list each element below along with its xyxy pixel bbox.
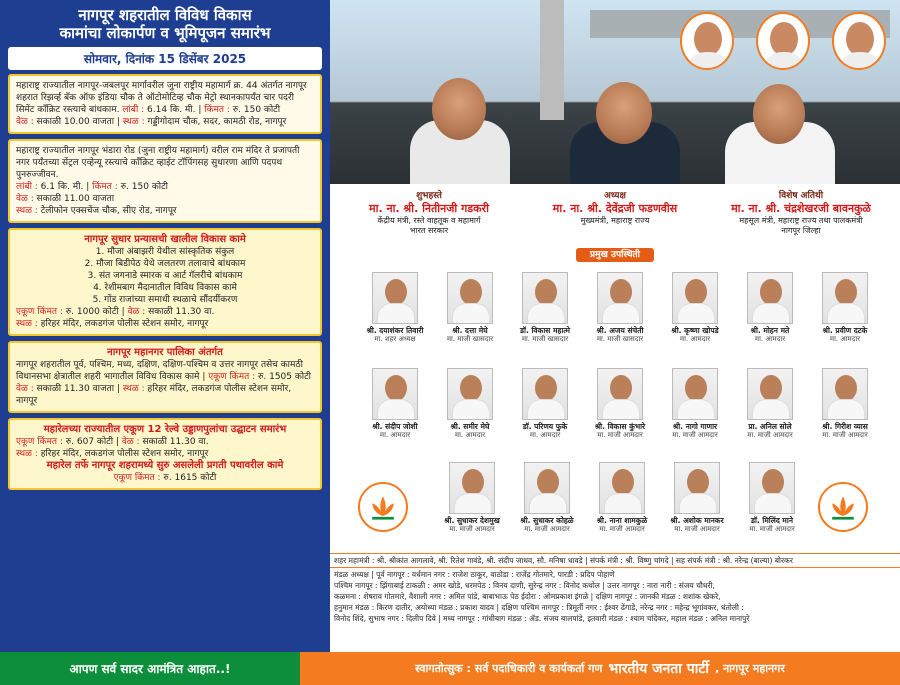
guest-name: श्री. अशोक मानकर: [670, 516, 724, 525]
guest-photo: [524, 462, 570, 514]
guest-photo: [672, 368, 718, 420]
guest-name: श्री. प्रवीण दटके: [822, 326, 868, 335]
guest-card: [517, 462, 577, 533]
time-label: वेळ :: [16, 194, 34, 204]
time-value: सकाळी 11.00 वाजता: [36, 194, 115, 204]
time-label: वेळ :: [16, 117, 34, 127]
length-value: 6.1 कि. मी.: [40, 182, 84, 192]
guest-card: [740, 368, 800, 439]
cost-label: एकूण किंमत :: [113, 473, 161, 483]
chief-role: अध्यक्ष: [604, 191, 626, 201]
list-item: 4. रेशीमबाग मैदानातील विविध विकास कामे: [93, 283, 237, 293]
committee-line: मंडळ अध्यक्ष | पूर्व नागपूर : वर्धमान नगर : राजेश ठाकूर, वाठोडा : राजेंद्र गोतमारे, पारडी : प्रदिप पोहाणे: [334, 570, 615, 579]
guest-role: मा. माजी आमदार: [672, 431, 718, 439]
cost-value: रु. 150 कोटी: [120, 182, 168, 192]
guest-card: [590, 272, 650, 343]
box-3-title: नागपूर सुधार प्रन्यासची खालील विकास कामे: [84, 234, 246, 245]
box-5-title-2: महारेल तर्फे नागपूर शहरामध्ये सुरु असलेली प्रगती पथावरील कामे: [46, 460, 284, 471]
guest-role: मा. माजी खासदार: [521, 335, 569, 343]
guest-role: मा. आमदार: [754, 335, 786, 343]
guest-role: मा. आमदार: [829, 335, 861, 343]
guest-card: [742, 462, 802, 533]
cost-label: एकूण किंमत :: [16, 437, 63, 447]
guest-role: मा. माजी आमदार: [749, 525, 795, 533]
box-5-title: महारेलच्या राज्यातील एकूण 12 रेल्वे उड्डाणपुलांचा उद्घाटन समारंभ: [43, 424, 287, 435]
chief-guest: [708, 188, 894, 236]
list-item: 1. मौजा अंबाझरी येथील सांस्कृतिक संकुल: [95, 247, 235, 257]
invite-text: आपण सर्व सादर आमंत्रित आहात..!: [0, 652, 300, 685]
length-label: लांबी :: [16, 182, 38, 192]
list-item: 2. मौजा बिडीपेठ येथे जलतरण तलावाचे बांधकाम: [84, 259, 246, 269]
guests-heading: [330, 242, 900, 261]
cost-label: किंमत :: [92, 182, 118, 192]
guest-role: मा. आमदार: [679, 335, 711, 343]
guest-card: [442, 462, 502, 533]
chief-desc: मुख्यमंत्री, महाराष्ट्र राज्य: [580, 216, 650, 225]
guest-role: मा. माजी आमदार: [747, 431, 793, 439]
place-label: स्थळ :: [122, 117, 145, 127]
cost-value: रु. 1000 कोटी: [65, 307, 119, 317]
list-item: 5. गोंड राजांच्या समाधी स्थळाचे सौंदर्यीकरण: [92, 295, 238, 305]
place-label: स्थळ :: [16, 319, 38, 329]
guest-name: श्री. गिरीश व्यास: [822, 422, 868, 431]
lotus-icon: [825, 489, 861, 525]
guest-name: श्री. संदीप जोशी: [372, 422, 418, 431]
guest-name: श्री. सुधाकर देशमुख: [444, 516, 500, 525]
guest-card: [665, 272, 725, 343]
guest-role: मा. माजी आमदार: [599, 525, 645, 533]
guest-name: श्री. अजय संचेती: [596, 326, 644, 335]
project-box-1: महाराष्ट्र राज्यातील नागपूर-जबलपूर मार्गावरील जुना राष्ट्रीय महामार्ग क्र. 44 अंतर्गत नागपूर शहरात रिझर्व्ह बँक ऑफ इंडिया चौक ते ऑटोमोटिव्ह चौक मेट्रो स्थानकापर्यंत चार पदरी सिमेंट कॉंक्रिट रस्त्याचे बांधकाम. लांबी : 6.14 कि. मी. | किंमत : रु. 150 कोटी वेळ : सकाळी 10.00 वाजता | स्थळ : गड्डीगोदाम चौक, सदर, कामठी रोड, नागपूर: [8, 74, 322, 134]
guest-card: [515, 368, 575, 439]
committee-line: पश्चिम नागपूर : झिंगाबाई टाकळी : अमर खोडे, धरमपेठ : विनय दाणी, सुरेन्द्र नगर : विनोद कथोल | उत्तर नागपूर : नारा नारी : संजय चौधरी,: [334, 581, 715, 590]
place-value: हरिहर मंदिर, लकडगंज पोलीस स्टेशन समोर, नागपूर: [16, 384, 292, 406]
time-label: वेळ :: [121, 437, 140, 447]
place-value: गड्डीगोदाम चौक, सदर, कामठी रोड, नागपूर: [147, 117, 287, 127]
time-label: वेळ :: [16, 384, 34, 394]
guest-name: श्री. मोहन मते: [750, 326, 790, 335]
guest-role: मा. माजी आमदार: [524, 525, 570, 533]
place-value: टेलीफोन एक्सचेंज चौक, सीए रोड, नागपूर: [40, 206, 177, 216]
guest-card: [667, 462, 727, 533]
length-label: लांबी :: [122, 105, 145, 115]
guest-role: मा. आमदार: [454, 431, 486, 439]
project-2-text: महाराष्ट्र राज्यातील नागपूर भंडारा रोड (जुना राष्ट्रीय महामार्ग) वरील राम मंदिर ते प्रजापती नगर पर्यंतच्या सेंट्रल एव्हेन्यू रस्त्याचे कॉंक्रिट व्हाईट टॉपिंगसह सुधारणा आणि पदपथ पुनरुज्जीवन.: [16, 146, 300, 180]
guest-photo: [747, 272, 793, 324]
guest-photo: [747, 368, 793, 420]
cost-value: रु. 150 कोटी: [232, 105, 281, 115]
guest-name: श्री. दत्ता मेघे: [452, 326, 488, 335]
guest-card: [365, 368, 425, 439]
place-label: स्थळ :: [122, 384, 145, 394]
guest-card: [665, 368, 725, 439]
time-label: वेळ :: [127, 307, 146, 317]
leader-portrait-small: [756, 12, 810, 70]
guest-role: मा. माजी आमदार: [822, 431, 868, 439]
list-item: 3. संत जगनाडे स्मारक व आर्ट गॅलरीचे बांधकाम: [87, 271, 243, 281]
chief-guest: [336, 188, 522, 236]
chief-desc: केंद्रीय मंत्री, रस्ते वाहतूक व महामार्ग: [377, 216, 481, 225]
guest-photo: [749, 462, 795, 514]
guest-name: डॉ. विकास महात्मे: [520, 326, 570, 335]
city-name: , नागपूर महानगर: [715, 662, 785, 675]
event-details-panel: [0, 0, 330, 652]
guest-role: मा. शहर अध्यक्ष: [374, 335, 416, 343]
cost-label: किंमत :: [204, 105, 230, 115]
chief-guest: [522, 188, 708, 236]
chief-role: शुभहस्ते: [416, 191, 442, 201]
guest-photo: [822, 272, 868, 324]
guest-name: श्री. विकास कुंभारे: [594, 422, 646, 431]
guest-name: डॉ. मिलिंद माने: [750, 516, 794, 525]
guest-card: [740, 272, 800, 343]
time-value: सकाळी 10.00 वाजता: [36, 117, 115, 127]
guest-photo: [447, 368, 493, 420]
footer-banner: [0, 652, 900, 685]
place-value: हरिहर मंदिर, लकडगंज पोलीस स्टेशन समोर, नागपूर: [40, 449, 209, 459]
guest-card: [815, 368, 875, 439]
chief-face-1: [432, 78, 486, 140]
guest-role: मा. आमदार: [529, 431, 561, 439]
chief-desc: नागपूर जिल्हा: [781, 226, 821, 235]
guest-photo: [674, 462, 720, 514]
guest-name: श्री. कृष्णा खोपडे: [671, 326, 719, 335]
guest-card: [440, 368, 500, 439]
guest-role: मा. माजी खासदार: [446, 335, 494, 343]
guest-photo: [522, 368, 568, 420]
guests-heading-label: प्रमुख उपस्थिती: [576, 248, 654, 262]
guest-role: मा. माजी आमदार: [597, 431, 643, 439]
place-label: स्थळ :: [16, 449, 38, 459]
project-box-4: नागपूर महानगर पालिका अंतर्गत नागपूर शहरातील पूर्व, पश्चिम, मध्य, दक्षिण, दक्षिण-पश्चिम व उत्तर नागपूर तसेच कामठी विधानसभा क्षेत्रातील शहरी भागातील विविध विकास कामे | एकूण किंमत : रु. 1505 कोटी वेळ : सकाळी 11.30 वाजता | स्थळ : हरिहर मंदिर, लकडगंज पोलीस स्टेशन समोर, नागपूर: [8, 341, 322, 413]
guest-role: मा. माजी आमदार: [674, 525, 720, 533]
bjp-lotus-logo: [358, 482, 408, 532]
project-box-3: नागपूर सुधार प्रन्यासची खालील विकास कामे 1. मौजा अंबाझरी येथील सांस्कृतिक संकुल 2. मौजा बिडीपेठ येथे जलतरण तलावाचे बांधकाम 3. संत जगनाडे स्मारक व आर्ट गॅलरीचे बांधकाम 4. रेशीमबाग मैदानातील विविध विकास कामे 5. गोंड राजांच्या समाधी स्थळाचे सौंदर्यीकरण एकूण किंमत : रु. 1000 कोटी | वेळ : सकाळी 11.30 वा. स्थळ : हरिहर मंदिर, लकडगंज पोलीस स्टेशन समोर, नागपूर: [8, 228, 322, 336]
guest-name: श्री. दयाशंकर तिवारी: [366, 326, 424, 335]
guest-photo: [597, 368, 643, 420]
guest-photo: [672, 272, 718, 324]
project-1-text: महाराष्ट्र राज्यातील नागपूर-जबलपूर मार्गावरील जुना राष्ट्रीय महामार्ग क्र. 44 अंतर्गत नागपूर शहरात रिझर्व्ह बँक ऑफ इंडिया चौक ते ऑटोमोटिव्ह चौक मेट्रो स्थानकापर्यंत चार पदरी सिमेंट कॉंक्रिट रस्त्याचे बांधकाम.: [16, 81, 307, 115]
guest-photo: [822, 368, 868, 420]
guest-role: मा. माजी खासदार: [596, 335, 644, 343]
committee-line: विनोद शिंदे, सुभाष नगर : दिलीप दिवे | मध्य नागपूर : गांधीबाग मंडळ : ॲड. संजय बालपांडे, इतवारी मंडळ : श्याम चांदेकर, महाल मंडळ : अनिल मानापुरे: [334, 614, 750, 623]
project-4-text: नागपूर शहरातील पूर्व, पश्चिम, मध्य, दक्षिण, दक्षिण-पश्चिम व उत्तर नागपूर तसेच कामठी विधानसभा क्षेत्रातील शहरी भागातील विविध विकास कामे: [16, 360, 303, 382]
guest-name: प्रा. अनिल सोले: [748, 422, 792, 431]
party-name: भारतीय जनता पार्टी: [608, 661, 710, 677]
cost-label: एकूण किंमत :: [16, 307, 63, 317]
guest-photo: [372, 272, 418, 324]
chief-name: मा. ना. श्री. चंद्रशेखरजी बावनकुळे: [731, 202, 871, 215]
guest-photo: [599, 462, 645, 514]
cost-value: रु. 1615 कोटी: [163, 473, 217, 483]
guest-photo: [449, 462, 495, 514]
cost-label: एकूण किंमत :: [208, 372, 256, 382]
welcome-bar: [300, 652, 900, 685]
guest-card: [365, 272, 425, 343]
guest-photo: [447, 272, 493, 324]
place-label: स्थळ :: [16, 206, 38, 216]
chief-desc: महसूल मंत्री, महाराष्ट्र राज्य तथा पालकमंत्री: [739, 216, 863, 225]
guest-name: श्री. नागो गाणार: [672, 422, 718, 431]
guest-card: [515, 272, 575, 343]
bjp-lotus-logo: [818, 482, 868, 532]
guest-photo: [372, 368, 418, 420]
chief-name: मा. ना. श्री. देवेंद्रजी फडणवीस: [552, 202, 678, 215]
guest-role: मा. आमदार: [379, 431, 411, 439]
time-value: सकाळी 11.30 वाजता: [36, 384, 115, 394]
guest-role: मा. माजी आमदार: [449, 525, 495, 533]
chief-role: विशेष अतिथी: [778, 191, 824, 201]
event-title-line2: कामांचा लोकार्पण व भूमिपूजन समारंभ: [59, 24, 271, 42]
place-value: हरिहर मंदिर, लकडगंज पोलीस स्टेशन समोर, नागपूर: [40, 319, 209, 329]
leader-portrait-small: [680, 12, 734, 70]
event-title-line1: नागपूर शहरातील विविध विकास: [78, 6, 252, 24]
chief-desc: भारत सरकार: [409, 226, 449, 235]
event-date: सोमवार, दिनांक 15 डिसेंबर 2025: [8, 47, 322, 70]
leader-portrait-small: [832, 12, 886, 70]
guest-name: डॉ. परिणय फुके: [522, 422, 568, 431]
time-value: सकाळी 11.30 वा.: [148, 307, 215, 317]
length-value: 6.14 कि. मी.: [147, 105, 196, 115]
chief-name: मा. ना. श्री. नितीनजी गडकरी: [369, 202, 489, 215]
chief-face-3: [753, 84, 805, 144]
time-value: सकाळी 11.30 वा.: [142, 437, 209, 447]
guest-card: [590, 368, 650, 439]
chief-guests-row: [330, 184, 900, 236]
guest-card: [440, 272, 500, 343]
committee-line: हनुमान मंडळ : किरण दातीर, अयोध्या मंडळ : प्रकाश यादव | दक्षिण पश्चिम नागपूर : त्रिमूर्ती नगर : ईश्वर ढेंगाडे, नरेन्द्र नगर : महेन्द्र भूगांवकर, धंतोली :: [334, 603, 744, 612]
box-4-title: नागपूर महानगर पालिका अंतर्गत: [107, 347, 223, 358]
lotus-icon: [365, 489, 401, 525]
hero-banner: [330, 0, 900, 184]
guest-name: श्री. सुधाकर कोहळे: [520, 516, 574, 525]
metro-pillar: [540, 0, 564, 120]
guest-card: [592, 462, 652, 533]
welcome-label: स्वागतोत्सुक : सर्व पदाधिकारी व कार्यकर्ता गण: [415, 662, 603, 675]
chief-face-2: [596, 82, 652, 144]
cost-value: रु. 607 कोटी: [65, 437, 114, 447]
committee-list: [330, 553, 900, 625]
guest-photo: [522, 272, 568, 324]
committee-line: कळमना : शेषराव गोतमारे, वैशाली नगर : अमित पांडे, बाबाभाऊ पेठ ईदोरा : ओमप्रकाश इंगळे | दक्षिण नागपूर : जानकी मंडळ : शशांक खेकरे,: [334, 592, 721, 601]
guest-name: श्री. समीर मेघे: [450, 422, 490, 431]
guest-card: [815, 272, 875, 343]
guest-photo: [597, 272, 643, 324]
office-bearers-strip: शहर महामंत्री : श्री. श्रीकांत आगलावे, श्री. रितेश गावंडे, श्री. संदीप जाधव, सौ. मनिषा धावडे | संपर्क मंत्री : श्री. विष्णु चांगदे | सह संपर्क मंत्री : श्री. नरेन्द्र (बाल्या) बोरकर: [330, 553, 900, 568]
guest-name: श्री. नाना शामकुळे: [596, 516, 648, 525]
project-box-2: महाराष्ट्र राज्यातील नागपूर भंडारा रोड (जुना राष्ट्रीय महामार्ग) वरील राम मंदिर ते प्रजापती नगर पर्यंतच्या सेंट्रल एव्हेन्यू रस्त्याचे कॉंक्रिट व्हाईट टॉपिंगसह सुधारणा आणि पदपथ पुनरुज्जीवन. लांबी : 6.1 कि. मी. | किंमत : रु. 150 कोटी वेळ : सकाळी 11.00 वाजता स्थळ : टेलीफोन एक्सचेंज चौक, सीए रोड, नागपूर: [8, 139, 322, 223]
cost-value: रु. 1505 कोटी: [258, 372, 311, 382]
project-box-5: महारेलच्या राज्यातील एकूण 12 रेल्वे उड्डाणपुलांचा उद्घाटन समारंभ एकूण किंमत : रु. 607 कोटी | वेळ : सकाळी 11.30 वा. स्थळ : हरिहर मंदिर, लकडगंज पोलीस स्टेशन समोर, नागपूर महारेल तर्फे नागपूर शहरामध्ये सुरु असलेली प्रगती पथावरील कामे एकूण किंमत : रु. 1615 कोटी: [8, 418, 322, 490]
